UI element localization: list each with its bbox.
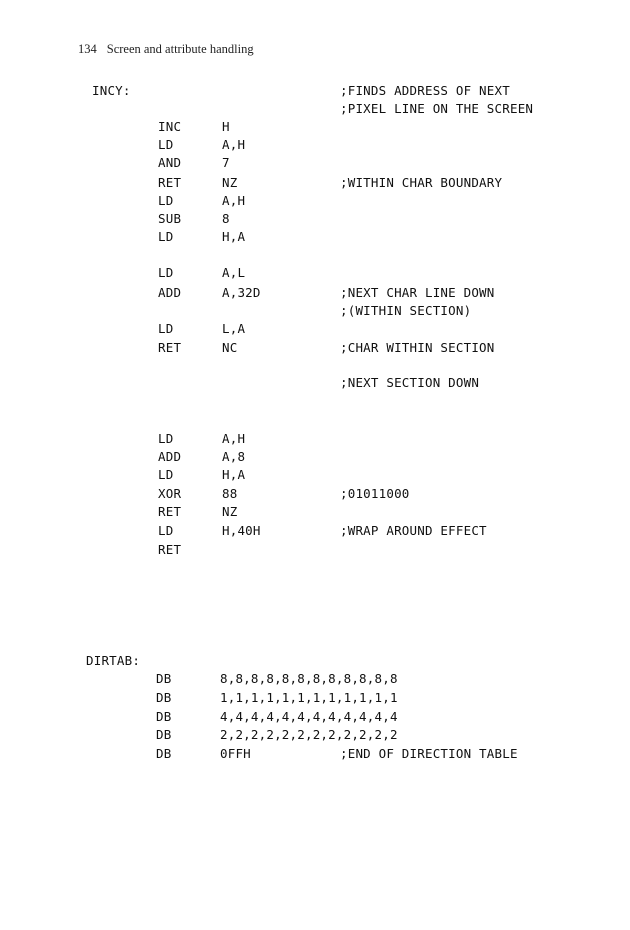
- code-opcode: SUB: [158, 211, 182, 226]
- code-opcode: RET: [158, 175, 182, 190]
- code-opcode: RET: [158, 542, 182, 557]
- code-operand: H,40H: [222, 523, 261, 538]
- incy-label: INCY:: [92, 83, 131, 98]
- code-operand: L,A: [222, 321, 246, 336]
- code-comment: ;WITHIN CHAR BOUNDARY: [340, 175, 503, 190]
- code-comment: ;WRAP AROUND EFFECT: [340, 523, 487, 538]
- code-opcode: DB: [156, 727, 172, 742]
- code-opcode: AND: [158, 155, 182, 170]
- page-header: [78, 42, 254, 57]
- code-operand: A,32D: [222, 285, 261, 300]
- code-operand: H: [222, 119, 230, 134]
- code-opcode: LD: [158, 467, 174, 482]
- code-operand: 88: [222, 486, 238, 501]
- running-title: Screen and attribute handling: [106, 42, 254, 56]
- incy-header-comment-2: ;PIXEL LINE ON THE SCREEN: [340, 101, 534, 116]
- code-opcode: DB: [156, 746, 172, 761]
- code-opcode: LD: [158, 523, 174, 538]
- code-opcode: XOR: [158, 486, 182, 501]
- code-opcode: LD: [158, 321, 174, 336]
- code-opcode: INC: [158, 119, 182, 134]
- code-operand: A,L: [222, 265, 246, 280]
- code-comment: ;END OF DIRECTION TABLE: [340, 746, 518, 761]
- code-opcode: DB: [156, 709, 172, 724]
- code-opcode: DB: [156, 671, 172, 686]
- code-operand: 8: [222, 211, 230, 226]
- code-operand: 7: [222, 155, 230, 170]
- code-operand: 2,2,2,2,2,2,2,2,2,2,2,2: [220, 727, 398, 742]
- code-operand: A,H: [222, 137, 246, 152]
- code-opcode: LD: [158, 193, 174, 208]
- code-comment: ;01011000: [340, 486, 410, 501]
- code-opcode: ADD: [158, 449, 182, 464]
- code-opcode: ADD: [158, 285, 182, 300]
- code-operand: 4,4,4,4,4,4,4,4,4,4,4,4: [220, 709, 398, 724]
- incy-header-comment-1: ;FINDS ADDRESS OF NEXT: [340, 83, 510, 98]
- code-operand: NZ: [222, 504, 238, 519]
- code-operand: A,8: [222, 449, 246, 464]
- code-operand: A,H: [222, 431, 246, 446]
- code-opcode: LD: [158, 229, 174, 244]
- code-opcode: RET: [158, 340, 182, 355]
- dirtab-label: DIRTAB:: [86, 653, 141, 668]
- code-operand: 1,1,1,1,1,1,1,1,1,1,1,1: [220, 690, 398, 705]
- code-operand: 8,8,8,8,8,8,8,8,8,8,8,8: [220, 671, 398, 686]
- code-operand: H,A: [222, 467, 246, 482]
- code-operand: NZ: [222, 175, 238, 190]
- code-operand: H,A: [222, 229, 246, 244]
- code-opcode: DB: [156, 690, 172, 705]
- page-number: 134: [78, 42, 97, 56]
- code-comment: ;(WITHIN SECTION): [340, 303, 472, 318]
- code-operand: A,H: [222, 193, 246, 208]
- code-comment: ;NEXT CHAR LINE DOWN: [340, 285, 495, 300]
- code-opcode: LD: [158, 265, 174, 280]
- code-opcode: LD: [158, 431, 174, 446]
- code-operand: 0FFH: [220, 746, 251, 761]
- code-opcode: RET: [158, 504, 182, 519]
- code-comment: ;NEXT SECTION DOWN: [340, 375, 480, 390]
- code-comment: ;CHAR WITHIN SECTION: [340, 340, 495, 355]
- code-operand: NC: [222, 340, 238, 355]
- code-opcode: LD: [158, 137, 174, 152]
